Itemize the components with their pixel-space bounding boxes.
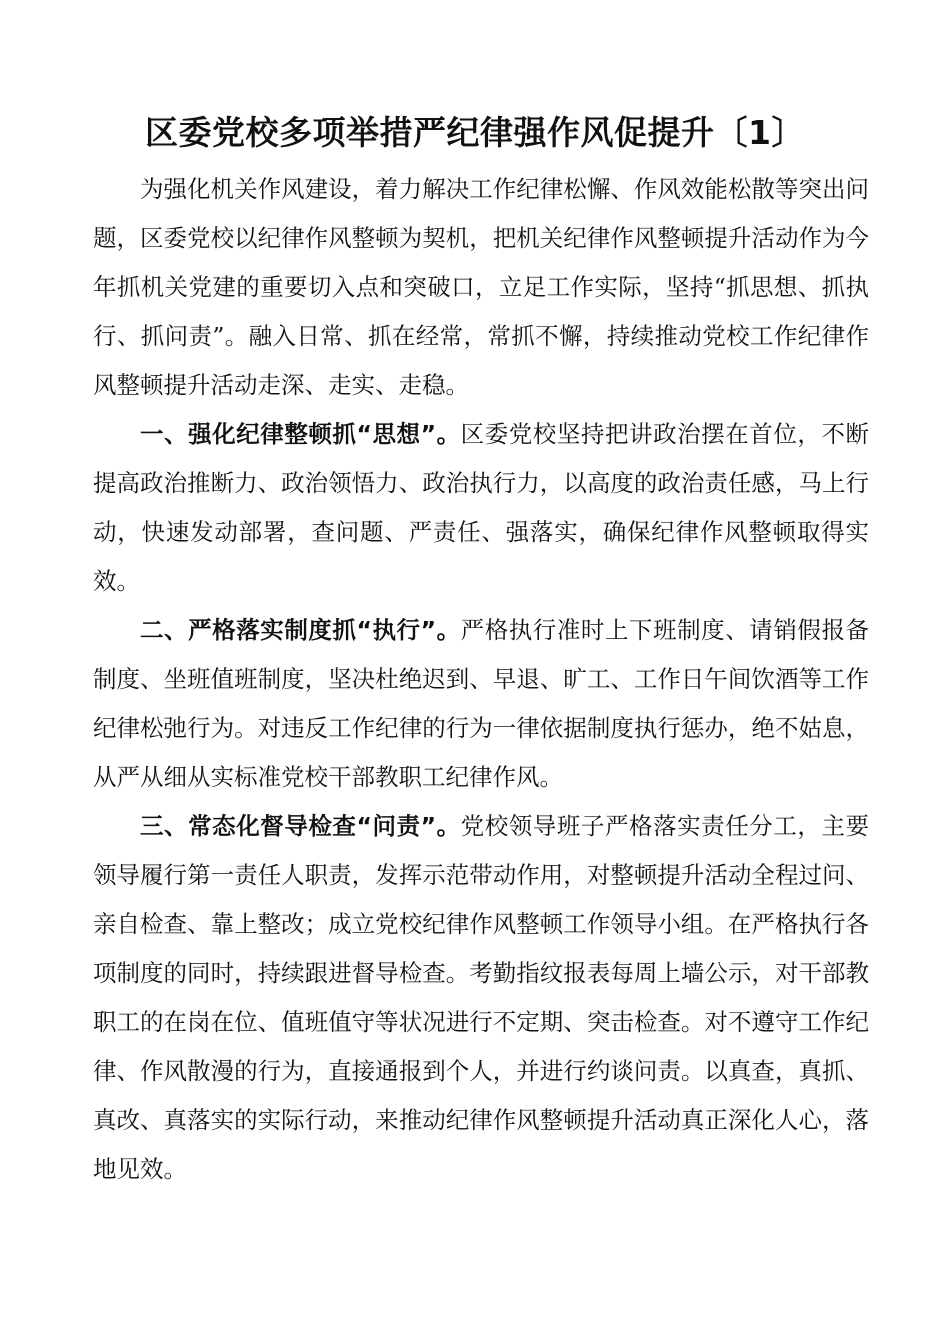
section-text-1: 区委党校坚持把讲政治摆在首位，不断提高政治推断力、政治领悟力、政治执行力，以高度的政治责任感，马上行动，快速发动部署，查问题、严责任、强落实，确保纪律作风整顿取得实效。 xyxy=(93,420,869,595)
section-heading-3: 三、常态化督导检查“问责”。 xyxy=(140,812,461,840)
document-title: 区委党校多项举措严纪律强作风促提升〔1〕 xyxy=(145,113,805,152)
section-text-2: 严格执行准时上下班制度、请销假报备制度、坐班值班制度，坚决杜绝迟到、早退、旷工、工作日午间饮酒等工作纪律松弛行为。对违反工作纪律的行为一律依据制度执行惩办，绝不姑息，从严从细从实标准党校干部教职工纪律作风。 xyxy=(93,616,869,791)
section-paragraph-2 xyxy=(93,606,869,802)
section-paragraph-1 xyxy=(93,410,869,606)
section-paragraph-3 xyxy=(93,802,869,1194)
section-heading-1: 一、强化纪律整顿抓“思想”。 xyxy=(140,420,461,448)
document-body xyxy=(93,165,869,1194)
section-text-3: 党校领导班子严格落实责任分工，主要领导履行第一责任人职责，发挥示范带动作用，对整顿提升活动全程过问、亲自检查、靠上整改；成立党校纪律作风整顿工作领导小组。在严格执行各项制度的同时，持续跟进督导检查。考勤指纹报表每周上墙公示，对干部教职工的在岗在位、值班值守等状况进行不定期、突击检查。对不遵守工作纪律、作风散漫的行为，直接通报到个人，并进行约谈问责。以真查，真抓、真改、真落实的实际行动，来推动纪律作风整顿提升活动真正深化人心，落地见效。 xyxy=(93,812,869,1183)
section-heading-2: 二、严格落实制度抓“执行”。 xyxy=(140,616,461,644)
intro-paragraph: 为强化机关作风建设，着力解决工作纪律松懈、作风效能松散等突出问题，区委党校以纪律作风整顿为契机，把机关纪律作风整顿提升活动作为今年抓机关党建的重要切入点和突破口，立足工作实际，坚持“抓思想、抓执行、抓问责”。融入日常、抓在经常，常抓不懈，持续推动党校工作纪律作风整顿提升活动走深、走实、走稳。 xyxy=(93,175,869,399)
